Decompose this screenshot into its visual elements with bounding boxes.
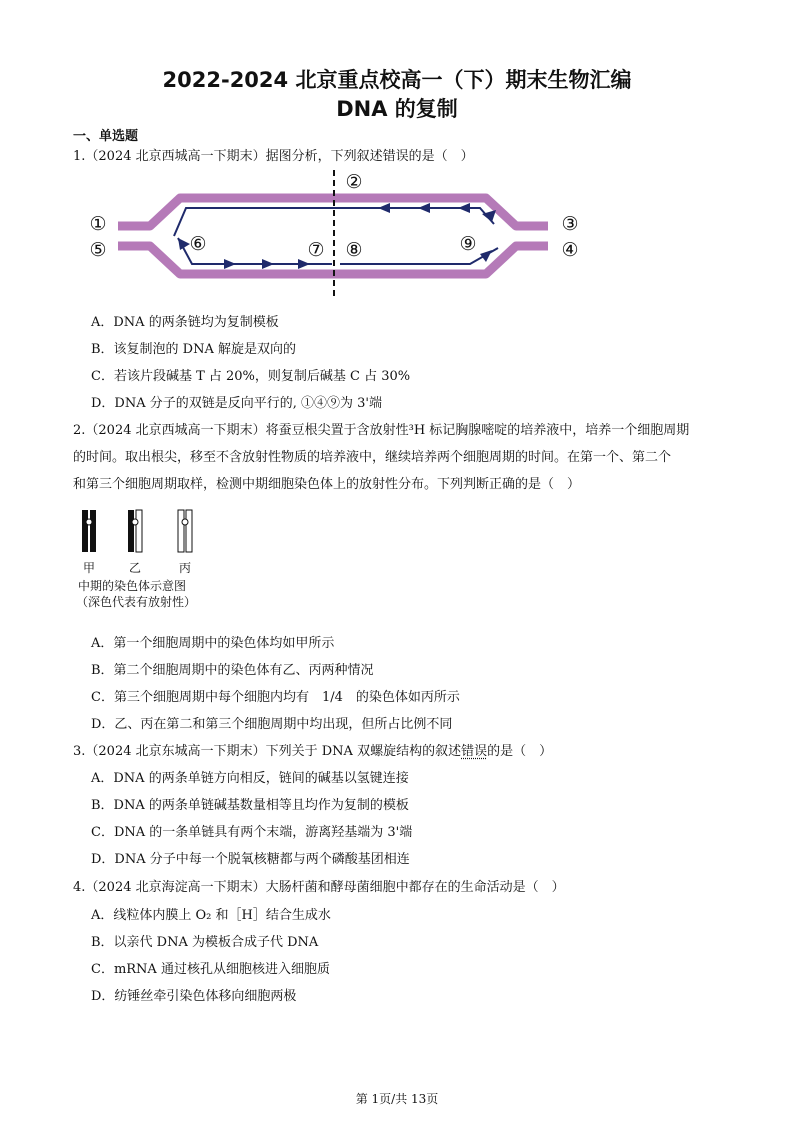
question-1-option-b: B．该复制泡的 DNA 解旋是双向的 [91, 342, 297, 357]
chromosome-yi [128, 510, 142, 552]
question-2-stem-line-2: 的时间。取出根尖，移至不含放射性物质的培养液中，继续培养两个细胞周期的时间。在第一个、第二个 [73, 450, 672, 465]
question-2-stem-line-1: 2.（2024 北京西城高一下期末）将蚕豆根尖置于含放射性³H 标记胸腺嘧啶的培养液中，培养一个细胞周期 [73, 423, 690, 438]
label-5: ⑤ [89, 239, 107, 261]
question-4-option-c: C．mRNA 通过核孔从细胞核进入细胞质 [91, 962, 330, 977]
chromosome-jia [82, 510, 96, 552]
question-3-stem-suffix: 的是（ ） [487, 744, 553, 759]
question-1-option-a: A．DNA 的两条链均为复制模板 [91, 315, 279, 330]
label-3: ③ [561, 213, 579, 235]
question-2-option-d: D．乙、丙在第二和第三个细胞周期中均出现，但所占比例不同 [91, 717, 453, 732]
question-3-option-b: B．DNA 的两条单链碱基数量相等且均作为复制的模板 [91, 798, 409, 813]
chromosome-bing [178, 510, 192, 552]
figure-caption-1: 中期的染色体示意图 [78, 579, 187, 593]
label-6: ⑥ [189, 233, 207, 255]
question-1-option-d: D．DNA 分子的双链是反向平行的, ①④⑨为 3'端 [91, 396, 382, 411]
question-1-stem: 1.（2024 北京西城高一下期末）据图分析，下列叙述错误的是（ ） [73, 149, 474, 164]
top-arrowheads [378, 203, 496, 222]
question-4-option-d: D．纺锤丝牵引染色体移向细胞两极 [91, 989, 297, 1004]
question-3-stem-prefix: 3.（2024 北京东城高一下期末）下列关于 DNA 双螺旋结构的叙述 [73, 744, 462, 759]
page-subtitle: DNA 的复制 [336, 97, 458, 121]
question-3-stem-emphasis: 错误 [461, 744, 488, 759]
figure-caption-2: （深色代表有放射性） [76, 595, 197, 608]
question-1-option-c: C．若该片段碱基 T 占 20%，则复制后碱基 C 占 30% [91, 369, 411, 384]
question-3-stem [73, 740, 552, 759]
label-7: ⑦ [307, 239, 325, 261]
question-3-option-d: D．DNA 分子中每一个脱氧核糖都与两个磷酸基团相连 [91, 852, 410, 867]
question-4-stem: 4.（2024 北京海淀高一下期末）大肠杆菌和酵母菌细胞中都存在的生命活动是（ ） [73, 880, 565, 895]
question-2-option-c: C．第三个细胞周期中每个细胞内均有 1/4 的染色体如丙所示 [91, 690, 460, 705]
page-title: 2022-2024 北京重点校高一（下）期末生物汇编 [162, 68, 632, 92]
label-jia: 甲 [82, 561, 96, 575]
question-4-option-a: A．线粒体内膜上 O₂ 和［H］结合生成水 [91, 908, 331, 923]
chromosome-figure [76, 506, 206, 608]
section-label: 一、单选题 [73, 129, 139, 144]
label-yi: 乙 [128, 561, 142, 575]
label-8: ⑧ [345, 239, 363, 261]
question-2-option-a: A．第一个细胞周期中的染色体均如甲所示 [91, 636, 335, 651]
label-2: ② [345, 171, 363, 193]
label-4: ④ [561, 239, 579, 261]
replication-bubble-figure [78, 168, 598, 300]
label-1: ① [89, 213, 107, 235]
label-bing: 丙 [178, 561, 192, 575]
question-3-option-a: A．DNA 的两条单链方向相反，链间的碱基以氢键连接 [91, 771, 409, 786]
label-9: ⑨ [459, 233, 477, 255]
question-4-option-b: B．以亲代 DNA 为模板合成子代 DNA [91, 935, 319, 950]
question-3-option-c: C．DNA 的一条单链具有两个末端，游离羟基端为 3'端 [91, 825, 413, 840]
question-2-option-b: B．第二个细胞周期中的染色体有乙、丙两种情况 [91, 663, 374, 678]
page-footer: 第 1页/共 13页 [355, 1092, 439, 1106]
question-2-stem-line-3: 和第三个细胞周期取样，检测中期细胞染色体上的放射性分布。下列判断正确的是（ ） [73, 477, 581, 492]
